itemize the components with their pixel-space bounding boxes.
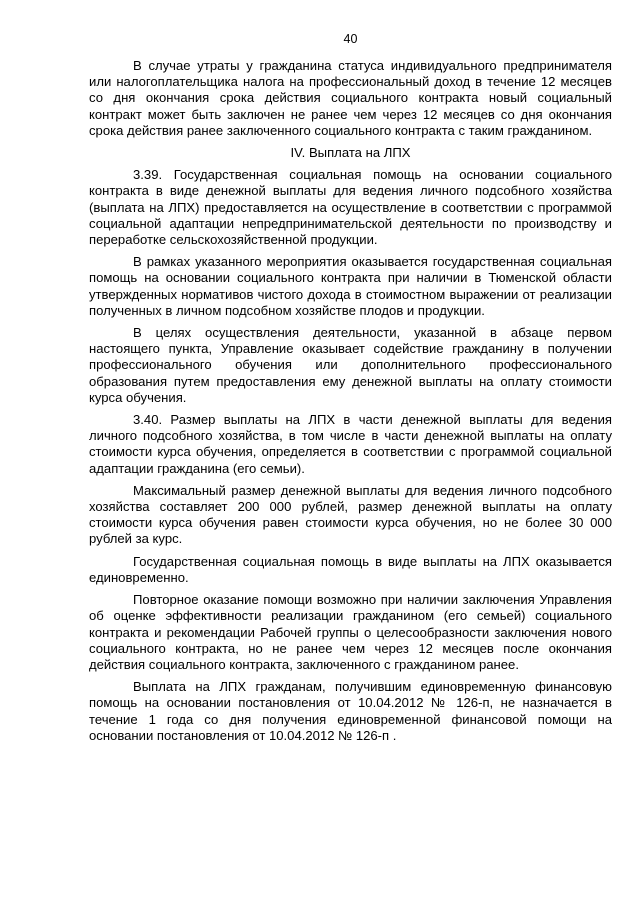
section-heading: IV. Выплата на ЛПХ: [290, 145, 411, 161]
paragraph-repeat-assistance: Повторное оказание помощи возможно при наличии заключения Управления об оценке эффективности реализации гражданином (его семьей) социального контракта и рекомендации Рабочей группы о целесообразности заключения нового социального контракта, но не ранее чем через 12 месяцев после окончания действия социального контракта, заключенного с гражданином ранее.: [89, 592, 612, 672]
paragraph-status-loss: В случае утраты у гражданина статуса индивидуального предпринимателя или налогоплательщика налога на профессиональный доход в течение 12 месяцев со дня окончания срока действия социального контракта новый социальный контракт может быть заключен не ранее чем через 12 месяцев со дня окончания срока действия ранее заключенного социального контракта с таким гражданином.: [89, 58, 612, 138]
paragraph-normatives: В рамках указанного мероприятия оказывается государственная социальная помощь на основании социального контракта при наличии в Тюменской области утвержденных нормативов чистого дохода в стоимостном выражении от реализации полученных в личном подсобном хозяйстве плодов и продукции.: [89, 254, 612, 318]
page-number: 40: [343, 32, 358, 46]
paragraph-training-assistance: В целях осуществления деятельности, указанной в абзаце первом настоящего пункта, Управление оказывает содействие гражданину в получении профессионального обучения или дополнительного профессионального образования путем предоставления ему денежной выплаты на оплату стоимости курса обучения.: [89, 325, 612, 405]
paragraph-3-39: 3.39. Государственная социальная помощь на основании социального контракта в виде денежной выплаты для ведения личного подсобного хозяйства (выплата на ЛПХ) предоставляется на осуществление в соответствии с программой социальной адаптации непредпринимательской деятельности по производству и переработке сельскохозяйственной продукции.: [89, 167, 612, 248]
paragraph-exclusion: Выплата на ЛПХ гражданам, получившим единовременную финансовую помощь на основании постановления от 10.04.2012 № 126-п, не назначается в течение 1 года со дня получения единовременной финансовой помощи на основании постановления от 10.04.2012 № 126-п .: [89, 679, 612, 743]
paragraph-3-40: 3.40. Размер выплаты на ЛПХ в части денежной выплаты для ведения личного подсобного хозяйства, в том числе в части денежной выплаты на оплату стоимости курса обучения, определяется в соответствии с программой социальной адаптации гражданина (его семьи).: [89, 412, 612, 476]
paragraph-max-amount: Максимальный размер денежной выплаты для ведения личного подсобного хозяйства составляет 200 000 рублей, размер денежной выплаты на оплату стоимости курса обучения равен стоимости курса обучения, но не более 30 000 рублей за курс.: [89, 482, 612, 547]
paragraph-one-time: Государственная социальная помощь в виде выплаты на ЛПХ оказывается единовременно.: [89, 553, 612, 585]
